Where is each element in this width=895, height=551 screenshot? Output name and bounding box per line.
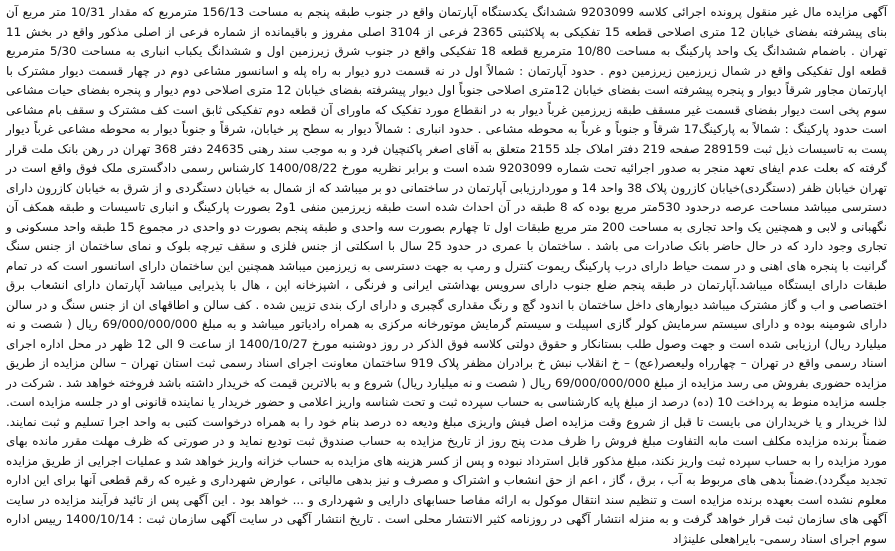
notice-body-paragraph: آگهی مزایده مال غیر منقول پرونده اجرائی کلاسه 9203099 ششدانگ یکدستگاه آپارتمان واقع در جنوب طبقه پنجم به مساحت 156/13 مترمربع که مقدار 10/31 متر مربع آن بنای پیشرفته بفضای خیابان 12 متری اصلاحی قطعه 15 تفکیکی به پلاکثبتی 2365 فرعی از 3104 اصلی مفروز و باقیمانده از شماره فرعی از اصلی مذکور واقع در بخش 11 تهران . باضمام ششدانگ یک واحد پارکینگ به مساحت 10/80 مترمربع قطعه 18 تفکیکی واقع در جنوب شرق زیرزمین اول و ششدانگ یکباب انباری به مساحت 5/30 مترمربع قطعه اول تفکیکی واقع در شمال زیرزمین زیرزمین دوم . حدود آپارتمان : شمالاً اول در نه قسمت درو دیوار به راه پله و اسانسور مشاعی دوم در چهار قسمت دیوار مشترک با اپارتمان مجاور شرقاً دیوار و پنجره پیشرفته است بفضای خیابان 12متری اصلاحی جنوباً اول دیوار پیشرفته بفضای خیابان 12 متری اصلاحی دوم دیوار و پنجره بفضای حیات مشاعی سوم پخی است دیوار بفضای قسمت غیر مسقف طبقه زیرزمین غرباً دیوار به در انقطاع مورد تفکیک که ماورای آن قطعه دوم تفکیکی ثابق است کف مشترک و سقف بام مشاعی است حدود پارکینگ : شمالاً به پارکینگ17 شرقاً و جنوباً و غرباً به محوطه مشاعی . حدود انباری : شمالاً دیوار به سطح پر خیابان، شرقاً و جنوباً دیوار به محوطه مشاعی غرباً دیوار پست به تاسیسات ذیل ثبت 289159 صفحه 219 دفتر املاک جلد 2155 متعلق به آقای اصغر پاکنچیان فرد و به موجب سند رهنی 24635 دفتر 368 تهران در رهن بانک ملت قرار گرفته که بعلت عدم ایفای تعهد منجر به صدور اجرائیه تحت شماره 9203099 شده است و برابر نظریه مورخ 1400/08/22 کارشناس رسمی دادگستری ملک فوق واقع است در تهران خیابان ظفر (دستگردی)خیابان کازرون پلاک 38 واحد 14 و موردارزیابی آپارتمان در ساختمانی دو بر میباشد که از شمال به خیابان دستگردی و از شرق به خیابان کازرون دارای دسترسی میباشد مساحت عرصه درحدود 530متر مربع بوده که 8 طبقه در آن احداث شده است طبقه زیرزمین منفی 1و2 بصورت پارکینگ و انباری تاسیسات و طبقه همکف آن نگهبانی و لابی و همچنین یک واحد تجاری به مساحت 200 متر مربع طبقات اول تا چهارم بصورت سه واحدی و طبقه پنجم بصورت دو واحدی در مجموع 15 طبقه واحد مسکونی و تجاری وجود دارد که در حال حاضر بانک صادرات می باشد . ساختمان با عمری در حدود 25 سال با اسکلتی از جنس فلزی و سقف تیرچه بلوک و نمای ساختمان از جنس سنگ گرانیت با پنجره های اهنی و در سمت حیاط دارای درب پارکینگ ریموت کنترل و رمپ به جهت دسترسی به زیرزمین میباشد همچنین این ساختمان دارای اسانسور است که در تمام طبقات دارای ایستگاه میباشد.آپارتمان در طبقه پنجم ضلع جنوب دارای سرویس بهداشتی ایرانی و فرنگی ، اشپزخانه اپن ، هال با پذیرایی میباشد آپارتمان دارای انشعاب برق اختصاصی و اب و گاز مشترک میباشد دیوارهای داخل ساختمان با اندود گچ و رنگ مقداری گچبری و دارای ارک بندی تزیین شده . کف سالن و اطاقهای ان از جنس سنگ و در سالن دارای شومینه بوده و دارای سیستم سرمایش کولر گازی اسپیلت و سیستم گرمایش موتورخانه مرکزی به همراه رادیاتور میباشد و به مبلغ 69/000/000/000 ریال ( شصت و نه میلیارد ریال) ارزیابی شده است و جهت وصول طلب بستانکار و حقوق دولتی کلاسه فوق الذکر در روز دوشنبه مورخ 1400/10/27 از ساعت 9 الی 12 ظهر در محل اداره اجرای اسناد رسمی واقع در تهران – چهارراه ولیعصر(عج) – خ انقلاب نبش خ برادران مظفر پلاک 919 ساختمان معاونت اجرای اسناد رسمی ثبت استان تهران – سالن مزایده از طریق مزایده حضوری بفروش می رسد مزایده از مبلغ 69/000/000/000 ریال ( شصت و نه میلیارد ریال) شروع و به بالاترین قیمت که خریدار داشته باشد فروخته خواهد شد . شرکت در جلسه مزایده منوط به پرداخت 10 (ده) درصد از مبلغ پایه کارشناسی به حساب سپرده ثبت و تحت شناسه واریز اعلامی و حضور خریدار یا نماینده قانونی او در جلسه مزایده است. لذا خریدار و یا خریداران می بایست تا قبل از شروع وقت مزایده اصل فیش واریزی مبلغ ودیعه ده درصد بنام خود را به همراه درخواست کتبی به واحد اجرا تسلیم و ثبت نمایند. ضمناً برنده مزایده مکلف است مابه التفاوت مبلغ فروش را ظرف مدت پنج روز از تاریخ مزایده به حساب صندوق ثبت تودیع نماید و در صورتی که ظرف مهلت مقرر مانده بهای مورد مزایده را به حساب سپرده ثبت واریز نکند، مبلغ مذکور قابل استرداد نبوده و پس از کسر هزینه های مزایده به حساب خزانه واریز خواهد شد و عملیات اجرایی از طریق مزایده تجدید میگردد).ضمناً بدهی های مربوط به آب ، برق ، گاز ، اعم از حق انشعاب و اشتراک و مصرف و نیز بدهی مالیاتی ، عوارض شهرداری و غیره که رقم قطعی آنها برای این اداره معلوم نشده است بعهده برنده مزایده است و تنظیم سند انتقال موکول به ارائه مفاصا حسابهای دارایی و شهرداری و ... خواهد بود . این آگهی پس از تائید فرآیند مزایده در سایت آگهی های سازمان ثبت قرار خواهد گرفت و به منزله انتشار آگهی در روزنامه کثیر الانتشار محلی است . تاریخ انتشار آگهی در سایت آگهی سازمان ثبت : 1400/10/14 رییس اداره سوم اجرای اسناد رسمی- بایراهعلی علینژاد	[6, 5, 888, 546]
